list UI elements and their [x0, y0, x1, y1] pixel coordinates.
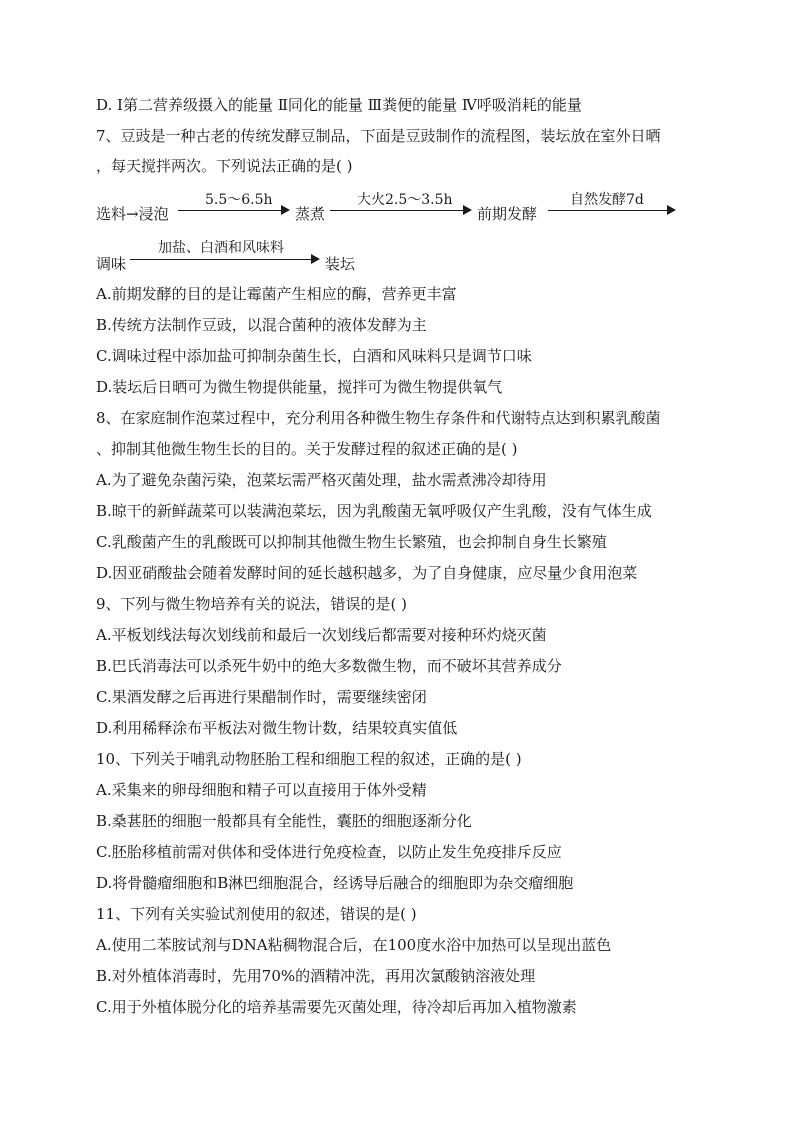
- q11-option-a: A.使用二苯胺试剂与DNA粘稠物混合后，在100度水浴中加热可以呈现出蓝色: [96, 936, 612, 954]
- q9-option-c: C.果酒发酵之后再进行果醋制作时，需要继续密闭: [96, 688, 427, 706]
- flow-arrow-label-1: 5.5～6.5h: [205, 192, 273, 208]
- flow-arrow-label-2: 大火2.5～3.5h: [357, 192, 453, 208]
- q11-stem: 11、下列有关实验试剂使用的叙述，错误的是( ): [96, 905, 417, 923]
- q7-option-a: A.前期发酵的目的是让霉菌产生相应的酶，营养更丰富: [96, 285, 457, 303]
- q10-option-a: A.采集来的卵母细胞和精子可以直接用于体外受精: [96, 781, 427, 799]
- q11-option-b: B.对外植体消毒时，先用70%的酒精冲洗，再用次氯酸钠溶液处理: [96, 967, 536, 985]
- q9-option-d: D.利用稀释涂布平板法对微生物计数，结果较真实值低: [96, 719, 458, 737]
- q8-option-b: B.晾干的新鲜蔬菜可以装满泡菜坛，因为乳酸菌无氧呼吸仅产生乳酸，没有气体生成: [96, 502, 652, 520]
- q10-option-d: D.将骨髓瘤细胞和B淋巴细胞混合，经诱导后融合的细胞即为杂交瘤细胞: [96, 874, 574, 892]
- flow-step-jar: 装坛: [325, 255, 356, 273]
- q6-option-d: D. Ⅰ第二营养级摄入的能量 Ⅱ同化的能量 Ⅲ粪便的能量 Ⅳ呼吸消耗的能量: [96, 96, 582, 114]
- flow-arrow-2: [330, 210, 470, 211]
- q8-option-d: D.因亚硝酸盐会随着发酵时间的延长越积越多，为了自身健康，应尽量少食用泡菜: [96, 564, 638, 582]
- q7-option-c: C.调味过程中添加盐可抑制杂菌生长，白酒和风味料只是调节口味: [96, 347, 532, 365]
- q7-stem-line-2: ，每天搅拌两次。下列说法正确的是( ): [96, 157, 353, 175]
- q11-option-c: C.用于外植体脱分化的培养基需要先灭菌处理，待冷却后再加入植物激素: [96, 998, 577, 1016]
- flow-step-season: 调味: [96, 255, 127, 273]
- q8-stem-line-2: 、抑制其他微生物生长的目的。关于发酵过程的叙述正确的是( ): [96, 440, 518, 458]
- flow-arrow-4: [130, 259, 318, 260]
- flow-arrow-label-4b: 加盐、白酒和风味料: [158, 240, 284, 256]
- q8-stem-line-1: 8、在家庭制作泡菜过程中，充分利用各种微生物生存条件和代谢特点达到积累乳酸菌: [96, 409, 661, 427]
- q10-option-b: B.桑葚胚的细胞一般都具有全能性，囊胚的细胞逐渐分化: [96, 812, 472, 830]
- q7-option-b: B.传统方法制作豆豉，以混合菌种的液体发酵为主: [96, 316, 427, 334]
- q9-stem: 9、下列与微生物培养有关的说法，错误的是( ): [96, 595, 408, 613]
- q7-stem-line-1: 7、豆豉是一种古老的传统发酵豆制品，下面是豆豉制作的流程图，装坛放在室外日晒: [96, 127, 661, 145]
- q9-option-b: B.巴氏消毒法可以杀死牛奶中的绝大多数微生物，而不破坏其营养成分: [96, 657, 562, 675]
- flow-arrow-3: [548, 210, 674, 211]
- flow-step-steam: 蒸煮: [295, 205, 326, 223]
- q8-option-a: A.为了避免杂菌污染，泡菜坛需严格灭菌处理，盐水需煮沸冷却待用: [96, 471, 547, 489]
- q10-stem: 10、下列关于哺乳动物胚胎工程和细胞工程的叙述，正确的是( ): [96, 750, 522, 768]
- q8-option-c: C.乳酸菌产生的乳酸既可以抑制其他微生物生长繁殖，也会抑制自身生长繁殖: [96, 533, 607, 551]
- q7-option-d: D.装坛后日晒可为微生物提供能量，搅拌可为微生物提供氧气: [96, 378, 503, 396]
- flow-step-select-soak: 选料→浸泡: [96, 205, 169, 223]
- flow-arrow-label-3: 自然发酵7d: [570, 192, 644, 208]
- doubanchi-flow-diagram: [0, 0, 794, 290]
- flow-step-pre-ferment: 前期发酵: [477, 205, 538, 223]
- q10-option-c: C.胚胎移植前需对供体和受体进行免疫检查，以防止发生免疫排斥反应: [96, 843, 562, 861]
- q9-option-a: A.平板划线法每次划线前和最后一次划线后都需要对接种环灼烧灭菌: [96, 626, 547, 644]
- flow-arrow-1: [178, 210, 288, 211]
